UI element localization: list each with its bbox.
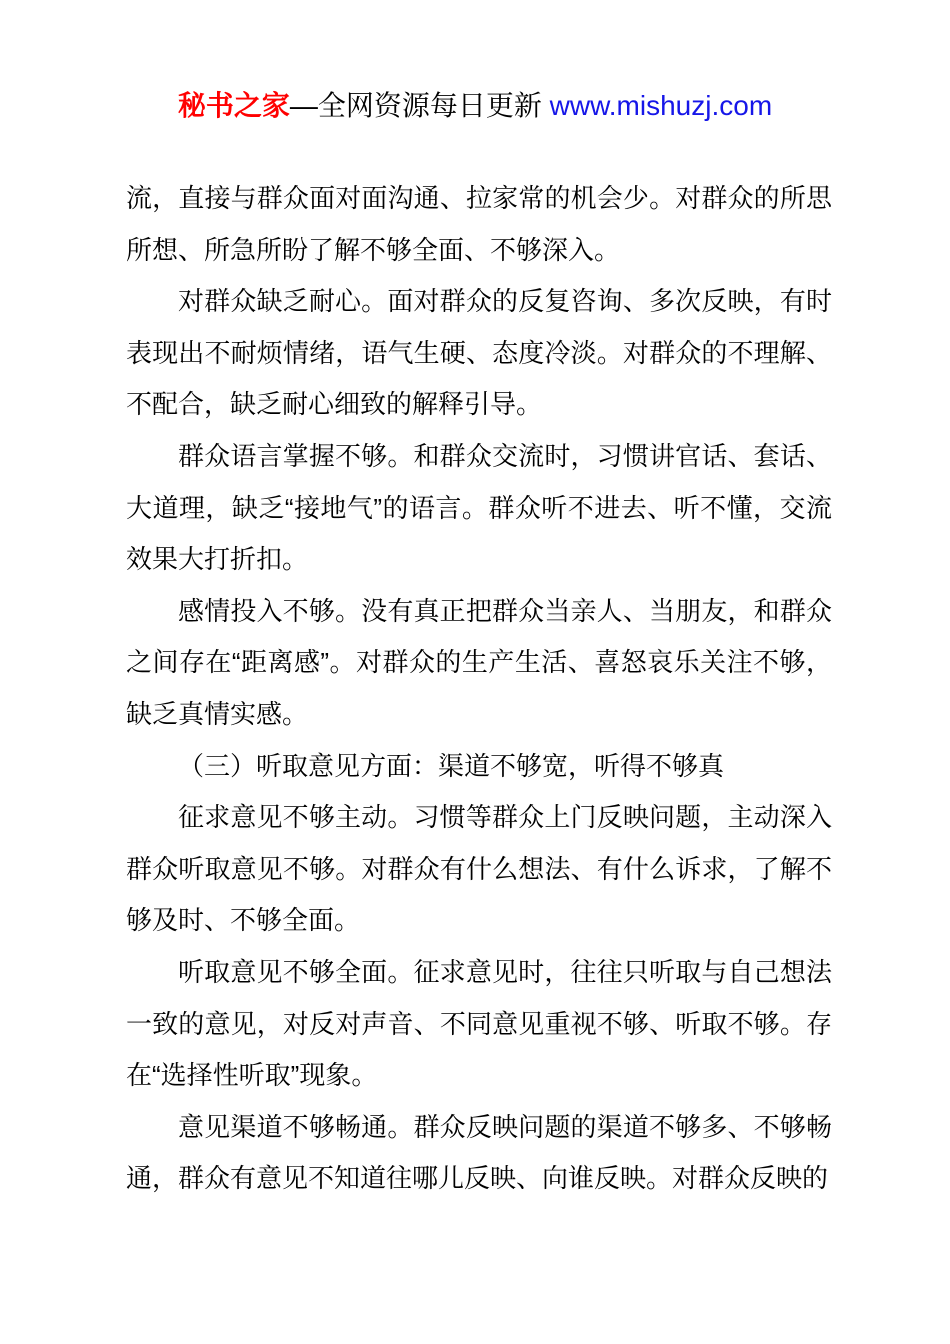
document-body [126, 173, 832, 1205]
paragraph: 群众语言掌握不够。和群众交流时，习惯讲官话、套话、大道理，缺乏“接地气”的语言。群众听不进去、听不懂，交流效果大打折扣。 [126, 440, 832, 575]
site-tagline: —全网资源每日更新 [289, 90, 550, 121]
paragraph: 感情投入不够。没有真正把群众当亲人、当朋友，和群众之间存在“距离感”。对群众的生产生活、喜怒哀乐关注不够，缺乏真情实感。 [126, 595, 832, 729]
site-url-link[interactable]: www.mishuzj.com [549, 90, 773, 121]
paragraph: 对群众缺乏耐心。面对群众的反复咨询、多次反映，有时表现出不耐烦情绪，语气生硬、态度冷淡。对群众的不理解、不配合，缺乏耐心细致的解释引导。 [126, 286, 832, 420]
page-header [0, 0, 950, 128]
site-name: 秘书之家 [177, 90, 290, 121]
paragraph: 意见渠道不够畅通。群众反映问题的渠道不够多、不够畅通，群众有意见不知道往哪儿反映、向谁反映。对群众反映的 [126, 1111, 832, 1194]
section-heading: （三）听取意见方面：渠道不够宽，听得不够真 [178, 750, 725, 781]
paragraph: 征求意见不够主动。习惯等群众上门反映问题，主动深入群众听取意见不够。对群众有什么想法、有什么诉求，了解不够及时、不够全面。 [126, 802, 832, 936]
paragraph: 听取意见不够全面。征求意见时，往往只听取与自己想法一致的意见，对反对声音、不同意见重视不够、听取不够。存在“选择性听取”现象。 [126, 956, 832, 1091]
paragraph-continuation: 流，直接与群众面对面沟通、拉家常的机会少。对群众的所思所想、所急所盼了解不够全面、不够深入。 [126, 183, 832, 265]
